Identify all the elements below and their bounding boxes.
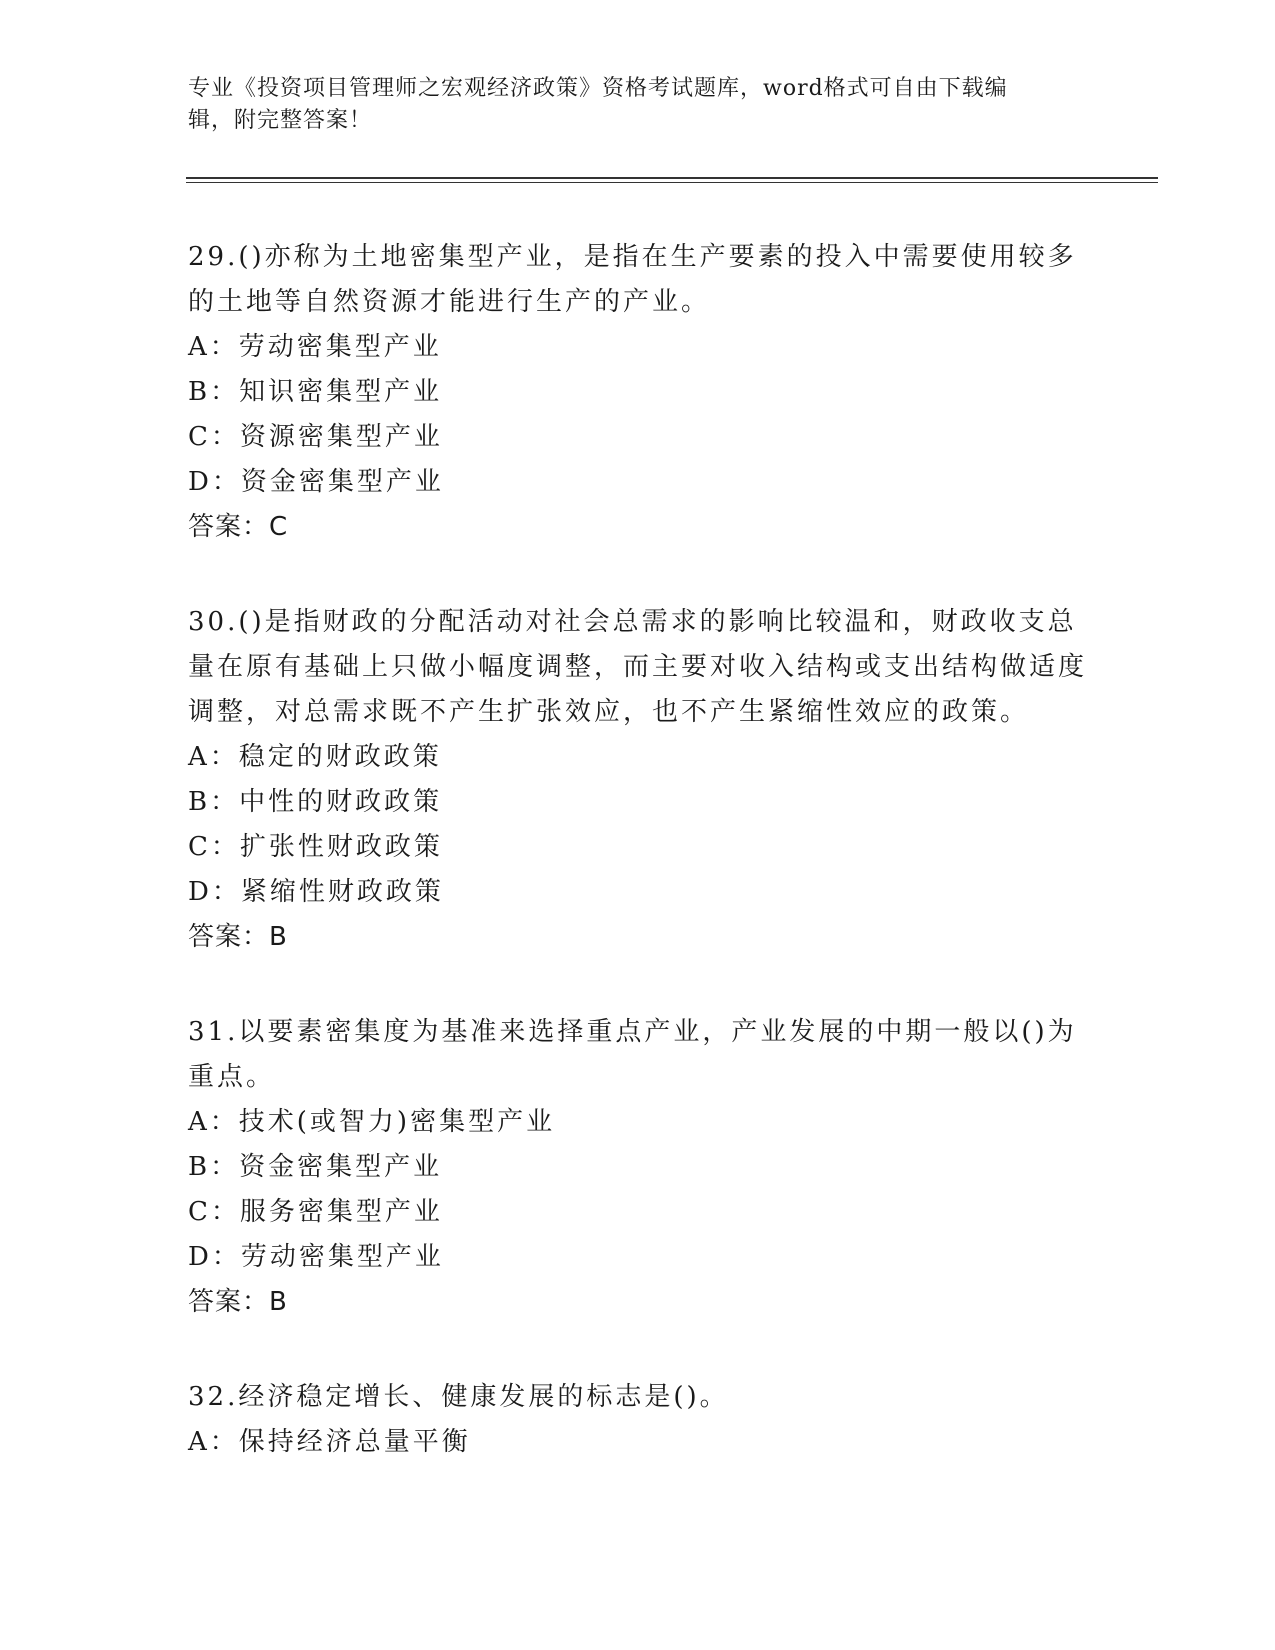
question-30: [188, 600, 1088, 960]
option-d: D：紧缩性财政政策: [188, 877, 444, 907]
question-text: 29.()亦称为土地密集型产业，是指在生产要素的投入中需要使用较多的土地等自然资源才能进行生产的产业。: [188, 242, 1077, 317]
header-divider-thick: [186, 177, 1158, 179]
option-a: A：技术(或智力)密集型产业: [188, 1107, 556, 1137]
header-line-1: 专业《投资项目管理师之宏观经济政策》资格考试题库，word格式可自由下载编: [188, 76, 1008, 101]
question-32: [188, 1375, 1088, 1465]
answer: 答案：B: [188, 922, 288, 952]
option-a: A：保持经济总量平衡: [188, 1427, 471, 1457]
answer: 答案：C: [188, 512, 289, 542]
option-b: B：中性的财政政策: [188, 787, 443, 817]
question-31: [188, 1010, 1088, 1325]
document-header: [188, 73, 1068, 137]
question-29: [188, 235, 1088, 550]
option-c: C：资源密集型产业: [188, 422, 443, 452]
header-line-2: 辑，附完整答案！: [188, 108, 373, 133]
option-b: B：资金密集型产业: [188, 1152, 443, 1182]
option-a: A：稳定的财政政策: [188, 742, 442, 772]
question-text: 32.经济稳定增长、健康发展的标志是()。: [188, 1382, 729, 1412]
question-list: [188, 235, 1088, 1465]
question-text: 31.以要素密集度为基准来选择重点产业，产业发展的中期一般以()为重点。: [188, 1017, 1077, 1092]
option-c: C：服务密集型产业: [188, 1197, 443, 1227]
option-d: D：劳动密集型产业: [188, 1242, 444, 1272]
option-d: D：资金密集型产业: [188, 467, 444, 497]
option-b: B：知识密集型产业: [188, 377, 443, 407]
answer: 答案：B: [188, 1287, 288, 1317]
option-a: A：劳动密集型产业: [188, 332, 442, 362]
header-divider-thin: [186, 182, 1158, 183]
option-c: C：扩张性财政政策: [188, 832, 443, 862]
question-text: 30.()是指财政的分配活动对社会总需求的影响比较温和，财政收支总量在原有基础上只做小幅度调整，而主要对收入结构或支出结构做适度调整，对总需求既不产生扩张效应，也不产生紧缩性效应的政策。: [188, 607, 1088, 727]
